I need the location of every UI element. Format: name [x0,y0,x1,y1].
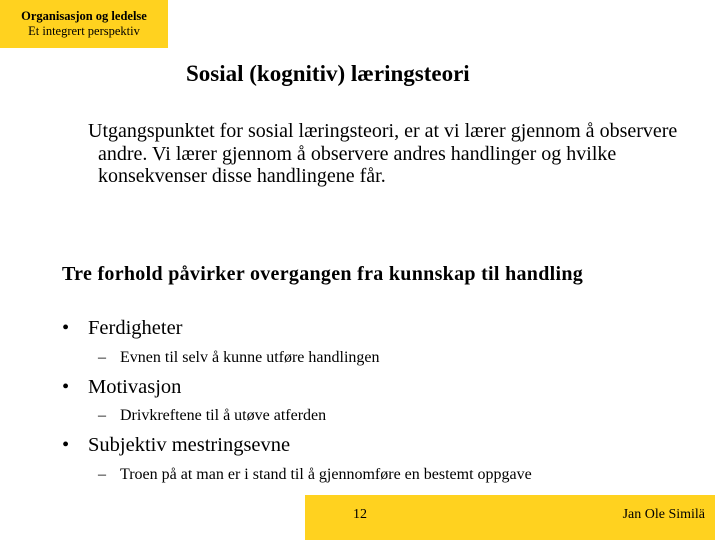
sub-item-motivation [98,406,326,426]
bullet-label: Subjektiv mestringsevne [88,434,291,456]
bullet-item-skills [62,316,183,340]
slide-title: Sosial (kognitiv) læringsteori [186,61,470,86]
sub-label: Troen på at man er i stand til å gjennomføre en bestemt oppgave [120,466,532,483]
bullet-label: Motivasjon [88,376,182,398]
footer-banner [305,495,715,540]
bullet-label: Ferdigheter [88,317,183,339]
bullet-item-self-efficacy [62,433,290,457]
bullet-icon: • [62,376,70,398]
sub-item-self-efficacy [98,465,532,485]
sub-label: Drivkreftene til å utøve atferden [120,407,327,424]
intro-paragraph: Utgangspunktet for sosial læringsteori, er at vi lærer gjennom å observere andre. Vi lærer gjennom å observere andres handlinger og hvilke konsekvenser disse handlingene får. [88,120,678,187]
page-number: 12 [353,507,367,522]
dash-icon: – [98,407,106,424]
bullet-icon: • [62,434,70,456]
author-name: Jan Ole Similä [622,507,705,522]
sub-item-skills [98,348,379,368]
factors-heading: Tre forhold påvirker overgangen fra kunnskap til handling [62,263,584,285]
course-title: Organisasjon og ledelse [21,9,147,23]
bullet-item-motivation [62,375,181,399]
course-subtitle: Et integrert perspektiv [28,24,140,38]
sub-label: Evnen til selv å kunne utføre handlingen [120,349,380,366]
dash-icon: – [98,466,106,483]
header-banner [0,0,168,48]
dash-icon: – [98,349,106,366]
bullet-icon: • [62,317,70,339]
